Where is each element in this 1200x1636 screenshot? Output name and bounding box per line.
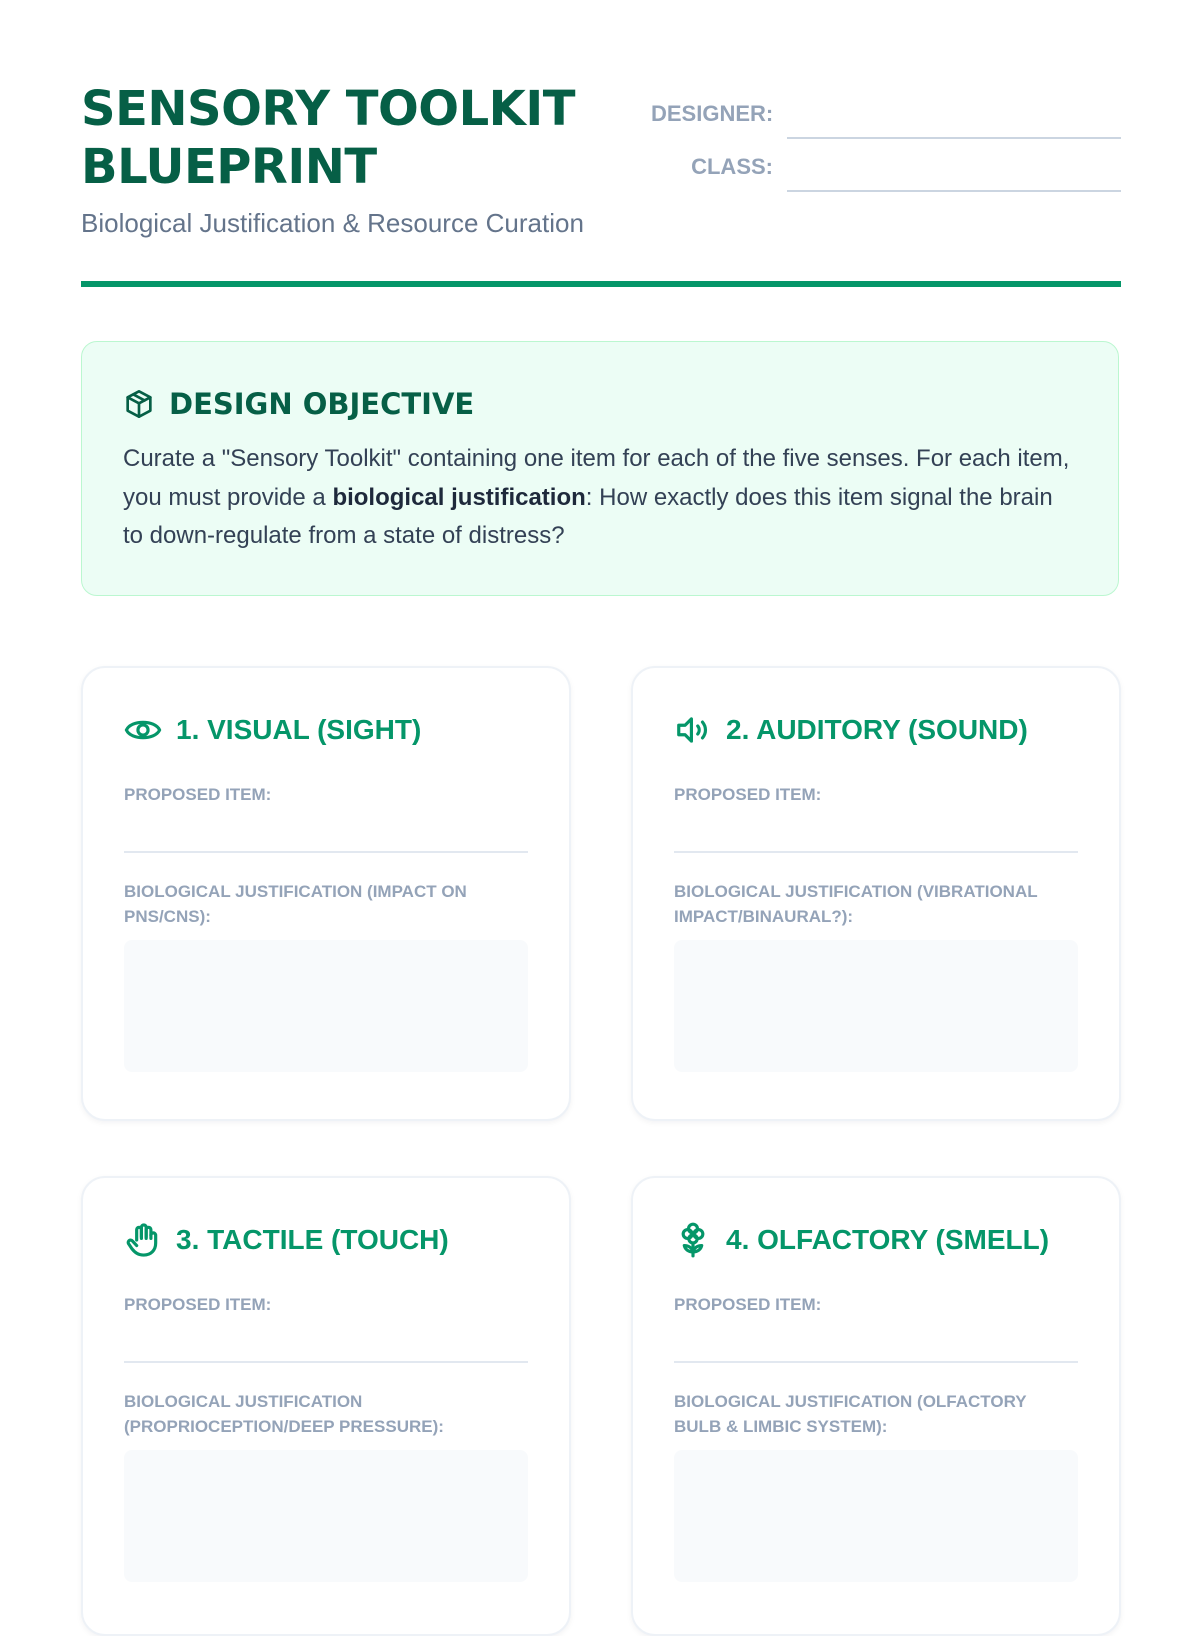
card-title: 2. AUDITORY (SOUND) xyxy=(726,714,1028,745)
objective-header xyxy=(123,384,1078,424)
proposed-item-field[interactable] xyxy=(674,1361,1078,1363)
justification-label: BIOLOGICAL JUSTIFICATION (IMPACT ON PNS/CNS): xyxy=(124,882,467,926)
objective-text-end: : How exactly does this item signal the brain to down-regulate from a state of distress? xyxy=(123,483,1053,549)
proposed-item-field[interactable] xyxy=(124,1361,528,1363)
proposed-item-label: PROPOSED ITEM: xyxy=(124,1295,272,1314)
class-label: CLASS: xyxy=(691,154,773,179)
objective-text xyxy=(123,440,1078,556)
objective-text-bold: biological justification xyxy=(332,483,586,511)
sense-card-auditory xyxy=(631,666,1121,1121)
card-title: 4. OLFACTORY (SMELL) xyxy=(726,1224,1050,1255)
justification-label: BIOLOGICAL JUSTIFICATION (PROPRIOCEPTION/DEEP PRESSURE): xyxy=(124,1392,444,1436)
designer-label: DESIGNER: xyxy=(651,101,774,126)
eye-icon xyxy=(124,711,162,749)
justification-field[interactable] xyxy=(674,1450,1078,1582)
designer-field[interactable] xyxy=(787,105,1121,139)
card-header xyxy=(674,710,1078,750)
card-header xyxy=(124,710,528,750)
justification-field[interactable] xyxy=(674,940,1078,1072)
proposed-item-label: PROPOSED ITEM: xyxy=(124,785,272,804)
cube-icon xyxy=(123,388,155,420)
proposed-item-field[interactable] xyxy=(674,851,1078,853)
card-header xyxy=(124,1220,528,1260)
class-field[interactable] xyxy=(787,158,1121,192)
designer-row xyxy=(651,86,1121,139)
proposed-item-field[interactable] xyxy=(124,851,528,853)
justification-field[interactable] xyxy=(124,940,528,1072)
justification-label: BIOLOGICAL JUSTIFICATION (VIBRATIONAL IMPACT/BINAURAL?): xyxy=(674,882,1038,926)
flower-icon xyxy=(674,1221,712,1259)
proposed-item-label: PROPOSED ITEM: xyxy=(674,1295,822,1314)
header xyxy=(81,80,1121,238)
objective-title: DESIGN OBJECTIVE xyxy=(169,387,475,421)
sense-card-tactile xyxy=(81,1176,571,1636)
objective-text-start: Curate a "Sensory Toolkit" containing one item for each of the five senses. For each item, you must provide a xyxy=(123,445,1070,511)
objective-box xyxy=(81,341,1119,596)
page-subtitle: Biological Justification & Resource Curation xyxy=(81,208,584,238)
class-row xyxy=(651,139,1121,192)
card-title: 3. TACTILE (TOUCH) xyxy=(176,1224,449,1255)
sense-card-olfactory xyxy=(631,1176,1121,1636)
sense-card-visual xyxy=(81,666,571,1121)
justification-field[interactable] xyxy=(124,1450,528,1582)
justification-label: BIOLOGICAL JUSTIFICATION (OLFACTORY BULB & LIMBIC SYSTEM): xyxy=(674,1392,1027,1436)
card-title: 1. VISUAL (SIGHT) xyxy=(176,714,422,745)
hand-icon xyxy=(124,1221,162,1259)
page-title: SENSORY TOOLKIT BLUEPRINT xyxy=(81,81,575,195)
proposed-item-label: PROPOSED ITEM: xyxy=(674,785,822,804)
header-divider xyxy=(81,281,1121,287)
speaker-icon xyxy=(674,711,712,749)
card-header xyxy=(674,1220,1078,1260)
meta-fields xyxy=(651,86,1121,192)
